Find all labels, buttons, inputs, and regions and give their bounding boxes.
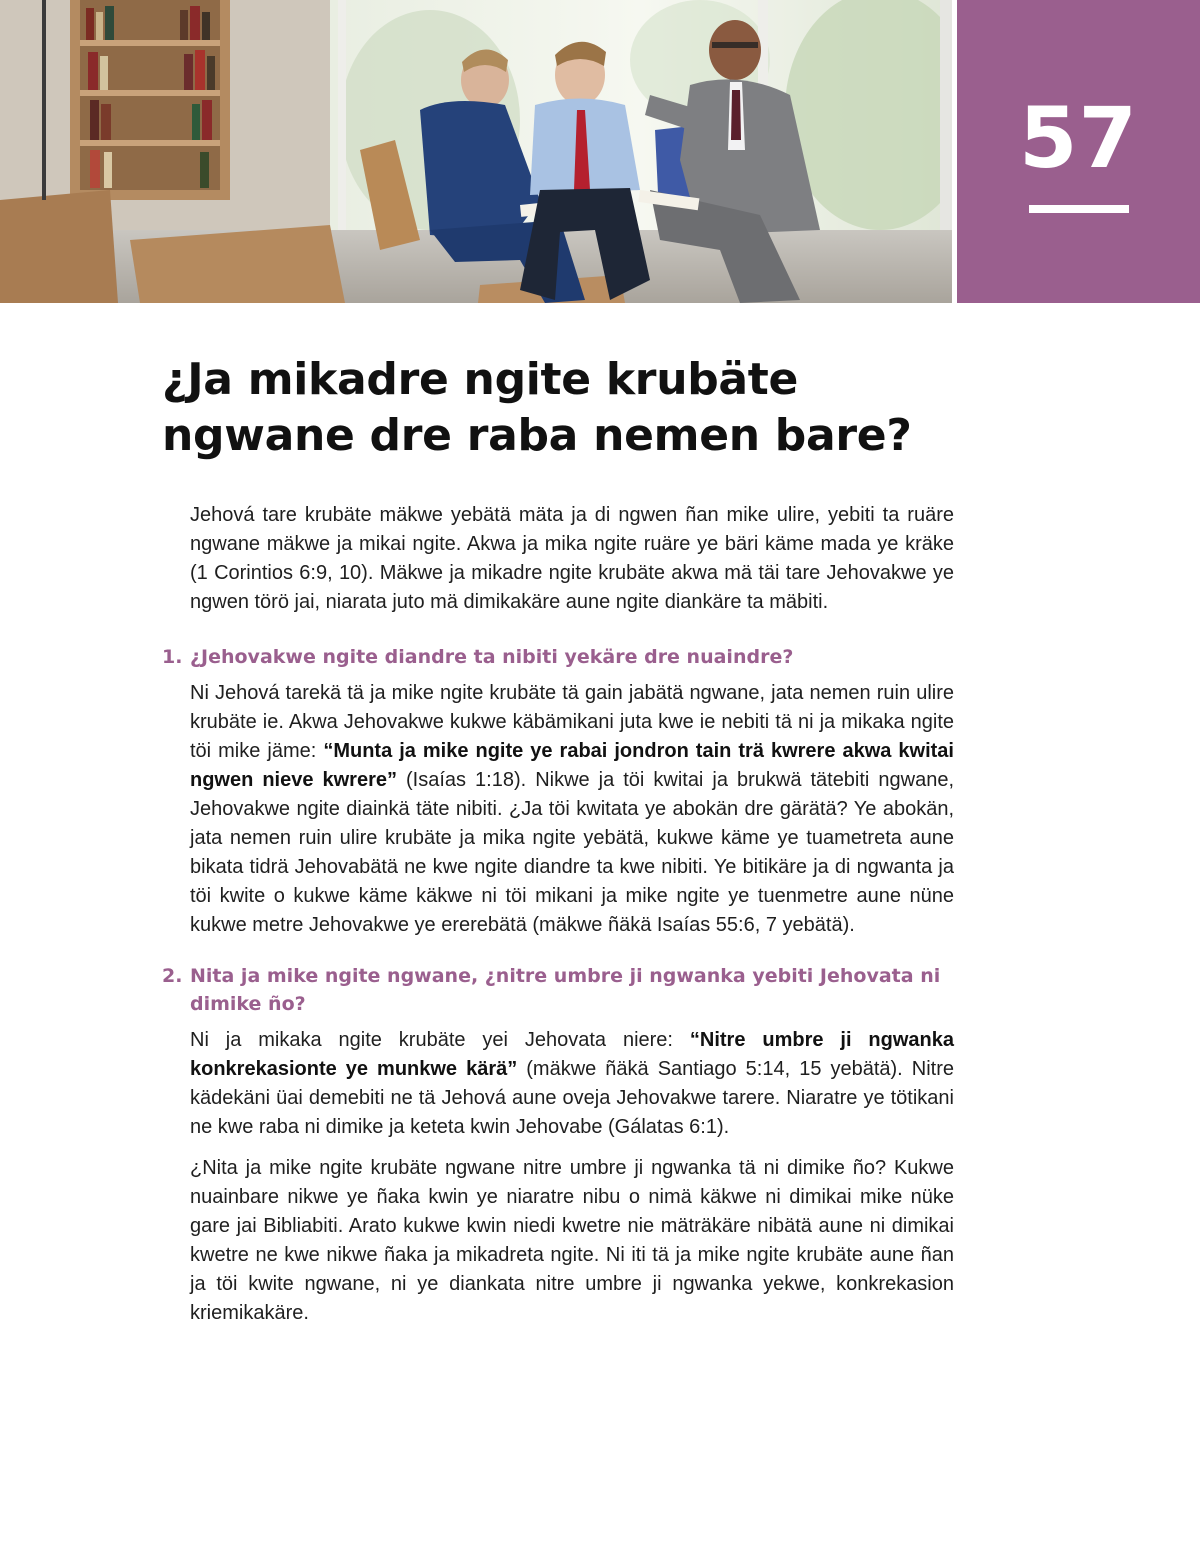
lesson-number-underline (1029, 205, 1129, 213)
question-1 (162, 643, 954, 671)
scripture-quote: “Munta ja mike ngite ye rabai jondron tain trä kwrere akwa kwitai ngwen nieve kwrere” (190, 740, 954, 791)
answer-text: Ni Jehová tarekä tä ja mike ngite krubäte tä gain jabätä ngwane, jata nemen ruin ulire krubäte ie. Akwa Jehovakwe kukwe käbämikani juta kwe ie nebiti tä ni ja mikaka ngite töi mike jäme: (190, 682, 954, 762)
question-text: ¿Jehovakwe ngite diandre ta nibiti yekäre dre nuaindre? (190, 646, 794, 668)
title-line-2: ngwane dre raba nemen bare? (162, 410, 912, 461)
answer-text: (mäkwe ñäkä Santiago 5:14, 15 yebätä). Nitre kädekäni üai demebiti ne tä Jehová aune oveja Jehovakwe tarere. Niaratre ye tötikani ne kwe raba ni dimike ja keteta kwin Jehovabe (Gálatas 6:1). (190, 1058, 954, 1138)
answer-2-paragraph-1 (190, 1026, 954, 1142)
header-photo-scene (0, 0, 952, 303)
question-text: Nita ja mike ngite ngwane, ¿nitre umbre ji ngwanka yebiti Jehovata ni dimike ño? (190, 965, 941, 1015)
question-number: 1. (162, 646, 183, 668)
answer-text: (Isaías 1:18). Nikwe ja töi kwitai ja brukwä tätebiti ngwane, Jehovakwe ngite diainkä täte nibiti. ¿Ja töi kwitata ye abokän dre gärätä? Ye abokän, jata nemen ruin ulire krubäte ja mika ngite yebätä, kukwe käme ye tuametreta aune bikata tidrä Jehovabätä ne kwe ngite diandre ta kwe nibiti. Ye bitikäre ja di ngwanta ja töi kwite o kukwe käme käkwe ni töi mikani ja mike ngite ye tuenmetre aune nüne kukwe metre Jehovakwe ye ererebätä (mäkwe ñäkä Isaías 55:6, 7 yebätä). (190, 769, 955, 936)
title-line-1: ¿Ja mikadre ngite krubäte (162, 354, 799, 405)
question-number: 2. (162, 965, 183, 987)
answer-1-paragraph (190, 679, 954, 940)
page-title (162, 352, 982, 464)
answer-2-paragraph-2: ¿Nita ja mike ngite krubäte ngwane nitre umbre ji ngwanka tä ni dimike ño? Kukwe nuainbare nikwe ye ñaka kwin ye niaratre nibu o nimä käkwe ni dimikai mike nüke gare jai Bibliabiti. Arato kukwe kwin niedi kwetre nie mäträkäre nibätä aune ni dimikai kwetre ne kwe nikwe ñaka ja mikadreta ngite. Ni iti tä ja mike ngite krubäte aune ñan ja töi kwite ngwane, ni ye diankata nitre umbre ji ngwanka yekwe, konkrekasion kriemikakäre. (190, 1157, 954, 1324)
lesson-content (162, 501, 954, 1350)
lesson-number: 57 (1019, 89, 1138, 187)
header-photo (0, 0, 952, 303)
lesson-number-panel (957, 0, 1200, 303)
question-2 (162, 962, 954, 1018)
scripture-quote: “Nitre umbre ji ngwanka konkrekasionte ye munkwe kärä” (190, 1029, 954, 1080)
intro-paragraph: Jehová tare krubäte mäkwe yebätä mäta ja di ngwen ñan mike ulire, yebiti ta ruäre ngwane mäkwe ja mikai ngite. Akwa ja mika ngite ruäre ye bäri käme mada ye kräke (1 Corintios 6:9, 10). Mäkwe ja mikadre ngite krubäte akwa mä täi tare Jehovakwe ye ngwen törö jai, niarata juto mä dimikakäre aune ngite diankäre ta mäbiti. (190, 504, 954, 613)
answer-text: Ni ja mikaka ngite krubäte yei Jehovata niere: (190, 1029, 690, 1051)
